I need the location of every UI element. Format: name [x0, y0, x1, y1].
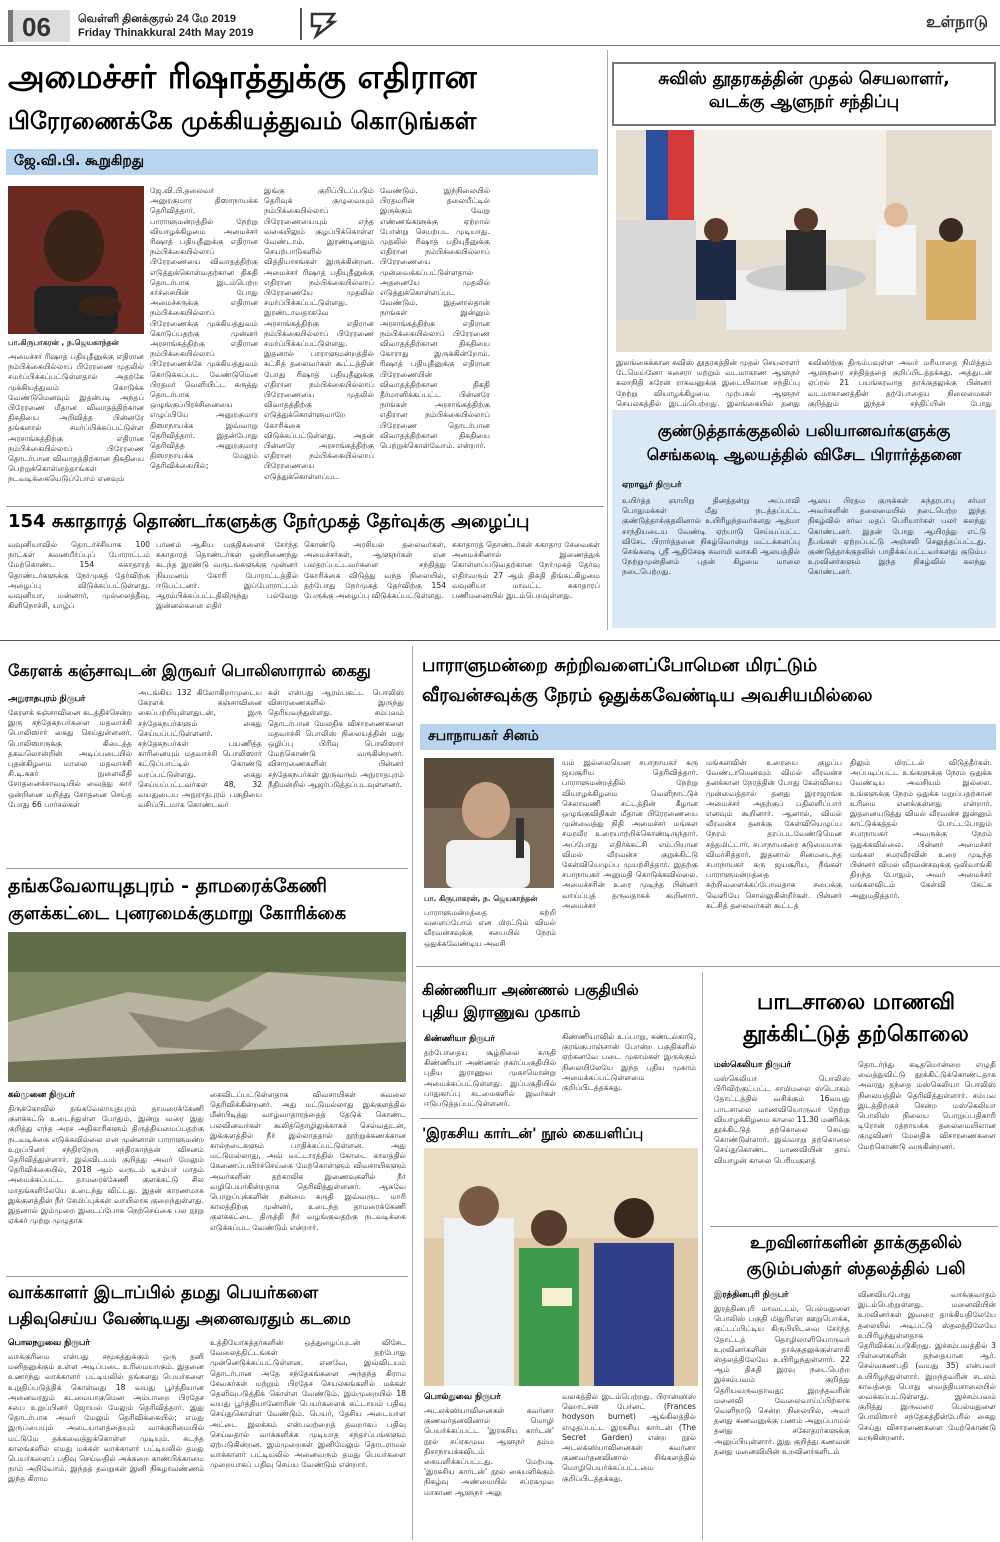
book-story — [416, 1118, 700, 1540]
school-story — [706, 972, 1000, 1224]
family-headline-1: உறவினர்களின் தாக்குதலில் — [749, 1233, 963, 1253]
swiss-story — [612, 62, 996, 408]
family-story — [706, 1226, 1000, 1540]
voters-headline-2: பதிவுசெய்ய வேண்டியது அனைவரதும் கடமை — [8, 1309, 351, 1328]
health-column-4: சுகாதாரத் தொண்டர்கள் சுகாதார சேவைகள் அமைச்சினால் இணைத்துக் கொள்ளப்படுவதற்கான நேர்முகத் தேர்வு எதிர்வரும் 27 ஆம் திகதி திங்கட்கிழமை வவுனியா மாவட்ட சுகாதாரப் பணிமனையில் இடம்பெறவுள்ளது. — [452, 540, 600, 601]
prayer-byline: ஏறாவூர் நிருபர் — [622, 480, 682, 490]
lead-kicker: ஜே.வி.பி. கூறுகிறது — [14, 153, 145, 169]
tank-column-2: கைவிடப்பட்டுள்ளதாக விவசாயிகள் கவலை தெரிவிக்கின்றனர். அது மட்டுமல்லாது இக்குளத்தில் மீன்பிடித்து வாழ்வாதாரத்தைத் தேடுக் கொண்ட பலவினவர்கள் கூலித்தொழிலுக்காகச் செல்வதுடன், இக்குளத்தில் நீர் இல்லாததால் நூற்றுக்கணக்கான கால்நடைகளும் பாதிக்கப்பட்டுள்ளன. அது மட்டுமல்லாது, அவ் வட்டாரத்தில் கோடை காலத்தில் கேணைப்பயிர்ச்செய்கை மேற்கொள்ளும் விவசாயிகளும் அவர்களின் தற்காலிக இணைவுகளில் நீர் வழிபெயர்கின்றதாக தெரிவித்துள்ளனர். ஆகவே பொறுப்புக்களின் நன்மை கருதி இவ்வருட மாரி காலத்திற்கு முன்னர், உடைந்த தாமரைக்கேணி குளக்கட்டை திருத்தி நீர் வழங்குவதற்கு நடவடிக்கை எடுக்கப்பட வேண்டும் என்றார். — [210, 1090, 406, 1232]
voters-column-1: வாக்குரிமை என்பது சமூகத்துக்கும் ஒரு தனி மனிதனுக்கும் உள்ள அடிப்படை உரிமையாகும். இதனை உணர்ந்து வாக்காளர் பட்டியலில் தங்களது பெயர்களை உறுதிப்படுத்திக் கொள்வது 18 வயது பூர்த்தியான அனைவரதும் கடமையாகுமென அம்பாறை பிரதேச சபை உறுப்பினர் ஜோயல் மேலும் தெரிவித்தார். இது தொடர்பாக அவர் மேலும் தெரிவிக்கையில்; எமது இருப்பையும் அடையாளத்தையும் வாக்குரிமையில் மட்டுமே தக்கவைத்துக்கொள்ள முடியும். கடந்த காலங்களில் எமது மக்கள் வாக்காளர் பட்டியலில் தமது பெயர்களைப் பதிவு செய்வதில் அக்கறை காண்பிக்காமை நாம் அறிவோம். இந்தத் தவறுகள் இனி நிகழாவண்ணம் இந்த கிராம — [8, 1352, 204, 1484]
column-divider — [607, 50, 608, 630]
prayer-headline-2: செங்கலடி ஆலயத்தில் விசேட பிரார்த்தனை — [646, 445, 962, 464]
speaker-column-0: பாராளுமன்றத்தை சுற்றி வளைப்போம் என மிரட்டும் விமல் வீரவன்சவுக்கு சபையில் நேரம் ஒதுக்கவேண்டிய அவசி — [424, 908, 556, 948]
school-byline: மஸ்கெலியா நிருபர் — [714, 1060, 792, 1070]
health-column-2: பாணம் ஆகிய பகுதிகளைச் சேர்ந்த சுகாதாரத் தொண்டர்கள் ஒன்றிணைந்து கடந்த இரண்டு வருடங்களுக்கு முன்னர் நியமனம் கோரி போராட்டத்தில் ஈடுபட்டனர். இப்போராட்டம் ஆரம்பிக்கப்பட்டதிலிருந்து பல்வேறு இன்னல்களை எதிர் — [156, 540, 298, 611]
lead-column-2: ஜே.வி.பி.தலைவர் அனுரகுமார திஸாநாயக்க தெரிவித்தார். பாராளுமன்றத்தில் நேற்று வியாழக்கிழமை அமைச்சர் ரிஷாத் பதியுதீனுக்கு எதிரான நம்பிக்கையில்லாப் பிரேரணையை விவாதத்திற்கு எடுத்துக்கொள்வதற்கான திகதி தொடர்பாக இடம்பெற்ற சர்ச்சையின் போது அமைச்சருக்கு எதிரான நம்பிக்கையில்லாப் பிரேரணைக்கு முக்கியத்துவம் கொடுப்பதற்கு முன்னர் அரசாங்கத்திற்கு எதிரான நம்பிக்கையில்லாப் பிரேரணைக்கே முக்கியத்துவம் கொடுக்கப்பட வேண்டுமென பிரதமர் வெளியிட்ட கருத்து தொடர்பாக ஒழுங்குப்பிரச்சினையை எழுப்பியே அனுரகுமார திஸாநாயக்க இவ்வாறு தெரிவித்தார். இதன்போது தெரிவித்த அனுரகுமார திஸாநாயக்க மேலும் தெரிவிக்கையில்; — [150, 186, 258, 471]
speaker-photo — [424, 758, 554, 888]
prayer-column-2: ஆலய பிரதம குருக்கள் சுந்தரபாபு சர்மா அவர்களின் தலைமையில் நடைபெற்ற இந்த நிகழ்வில் சர்வ மதப் பெரியார்கள் பலர் கலந்து கொண்டனர். இதன் போது ஆயிரத்து எட்டு தீபங்கள் ஏற்றப்பட்டு அஞ்சலி செலுத்தப்பட்டது. குண்டுத்தாக்குதலில் பாதிக்கப்பட்டவர்களது குடும்ப உறவினர்களும் இந்த நிகழ்வில் கலந்து கொண்டனர். — [808, 496, 986, 577]
tank-headline-1: தங்கவேலாயுதபுரம் - தாமரைக்கேணி — [8, 875, 328, 897]
kerala-column-2: அடங்கிய 132 கிலோகிறாமுடைய கேரளக் கஞ்சாவினை கைப்பற்றியுள்ளதுடன், இரு சந்தேகநபர்களும் கைது செய்யப்பட்டுள்ளனர். சந்தேகநபர்கள் பயணித்த காரினையும் மதவாச்சி பொலிஸார் கட்டுப்பாட்டில் கொண்டு வரப்பட்டுள்ளது. கைது செய்யப்பட்டவர்கள் 48, 32 வயதுடைய அநுராதபுரம் பகுதியை வசிப்பிடமாக கொண்டவர் — [138, 688, 262, 810]
broken-embankment-photo-icon — [8, 932, 406, 1082]
masthead — [0, 0, 1000, 46]
speaker-column-3: திலும் மிரட்டல் விடுத்தீர்கள். அப்படிப்பட்ட உங்களுக்கு நேரம் ஒதுக்க வேண்டிய அவசியம் இல்லை. உங்களுக்கு நேரம் ஒதுக்க மறுப்பதற்கான உரிமை எனக்குள்ளது என்றார். இதனையடுத்து விமல் வீரவன்ச இன்னும் காட்டுக்கத்தல் போட்டபோதும் சபாநாயகர் அவருக்கு நேரம் ஒதுக்கவில்லை. பின்னர் அமைச்சர் மங்கள சமரவீரவின் உரை முடிந்த பின்னர் விமல் வீரவன்சவுக்கு ஒலிவாங்கி திறந்த போதும், அவர் அமைச்சர் மங்களவிடம் கேள்வி கேட்க அனுமதித்தார். — [850, 758, 992, 900]
book-handover-photo-icon — [424, 1148, 698, 1386]
swiss-headline-1: சுவிஸ் தூதரகத்தின் முதல் செயலாளர், — [658, 69, 950, 89]
column-divider — [412, 646, 413, 1540]
speaker-kicker-bar — [420, 724, 996, 750]
voters-story — [0, 1276, 410, 1540]
family-headline-2: குடும்பஸ்தர் ஸ்தலத்தில் பலி — [746, 1259, 966, 1279]
family-byline: இரத்தினபுரி நிருபர் — [714, 1290, 789, 1300]
voters-rule — [6, 1276, 408, 1277]
kerala-headline: கேரளக் கஞ்சாவுடன் இருவர் பொலிஸாரால் கைது — [8, 661, 371, 680]
swiss-column-1: இலங்கைக்கான சுவிஸ் தூதரகத்தின் முதல் செயலாளர் டேமெய்னோ சுசைரா மற்றும் வடமாகாண ஆளுநர் கலாநிதி சுரேன் ராகவனுக்கு இடையிலான சந்திப்பு நேற்று வியாழக்கிழமை முற்பகல் ஆளுநர் செயலகத்தில் இடம்பெற்றது. இலங்கையில் தனது — [616, 358, 800, 408]
swiss-headline-2: வடக்கு ஆளுநர் சந்திப்பு — [708, 91, 900, 112]
kerala-column-1: கேரளக் கஞ்சாவினை கடத்திச்சென்ற இரு சந்தேகநபர்களை மதவாச்சி பொலிஸார் கைது செய்துள்ளனர். பொலிஸாருக்கு கிடைத்த தகவலொன்றின் அடிப்படையில் புதன்கிழமை மாலை மதவாச்சி சி.டி.ககர் நுளைவீதி சோதனைச்சாவடியில் வைத்து கார் ஒன்றினை மறித்து சோதனை செய்த போது 66 பார்சல்கள் — [8, 708, 133, 809]
logo — [300, 8, 340, 40]
kerala-byline: அநுராதபுரம் நிருபர் — [8, 694, 86, 704]
lead-column-1: அமைச்சர் ரிஷாத் பதியுதீனுக்கு எதிரான நம்பிக்கையில்லாப் பிரேரணை முதலில் சமர்ப்பிக்கப்பட்டுள்ளதால் அதற்கே முக்கியத்துவம் கொடுக்க வேண்டுமெனவும் இதன்படி அந்தப் பிரேரணை மீதான விவாதத்திற்கான திகதியை அறிவித்த பின்னரே தங்களால் சமர்ப்பிக்கப்பட்டுள்ள அரசாங்கத்திற்கு எதிரான நம்பிக்கையில்லாப் பிரேரணை தொடர்பான விவாதத்திற்கான திகதியை பெற்றுக்கொள்ளத்தாங்கள் நடவடிக்கையெடுப்போம் எனவும் — [8, 352, 144, 484]
book-column-2: வலகத்தில் இடம்பெற்றது. பிரான்ஸிஸ் ஹொட்சன் பேர்னட் (Frances hodyson burnet) ஆங்கிலத்தில் எழுதப்பட்ட இரகசிய கார்டன் (The Secret Garden) என்ற நூல் அடலக்ஸியாவினைகள் கவர்னா குணவர்தனவினால் சிங்களத்தில் மொழிபெயர்க்கப்பட்டமை குறிப்பிடத்தக்கது. — [562, 1392, 696, 1483]
speaker-column-1: யம் இல்லையென சபாநாயகர் கரு ஜயசூரிய தெரிவித்தார். பாராளுமன்றத்தில் நேற்று வியாழக்கிழமை வெளிநாட்டுச் செலாவணி சட்டத்தின் கீழான ஒழுங்குவிதிகள் மீதான பிரேரணையை முன்வைத்து நிதி அமைச்சர் மங்கள சமரவீர உரையாற்றிக்கொண்டிருந்தார். அப்போது எதிர்க்கட்சி எம்.பியான விமல் வீரவன்ச குறுக்கிட்டு கேள்வியெழுப்ப முயற்சித்தார். இதற்கு சபாநாயகர் அனுமதி கொடுக்கவில்லை. அமைச்சரின் உரை முடிந்த பின்னர் வாய்ப்புத் தருவதாகக் கூறினார். அமைச்சர் — [562, 758, 698, 910]
speaker-photo-caption: பா. கிருபாகரன், ந. ஜெயகாந்தன் — [424, 894, 538, 903]
book-column-1: அடலக்ஸியாவினைகள் கவர்னா குணவர்தனவினால் மொழி பெயர்க்கப்பட்ட 'இரகசிய கார்டன்' நூல் சப்ரகமுவ ஆளுநர் தம்ம திசாநாயக்கவிடம் கையளிக்கப்பட்டது. மேற்படி 'இரகசிய கார்டன்' நூல் கையளிக்கும் நிகழ்வு அண்மையில் சப்ரகமுவ மாகாண ஆளுநர் அலு — [424, 1406, 554, 1497]
book-headline: 'இரகசிய கார்டன்' நூல் கையளிப்பு — [422, 1126, 644, 1142]
page-number: 06 — [22, 12, 51, 42]
masthead-rule — [0, 45, 1000, 46]
voters-column-2: உத்தியோகத்தர்களின் ஒத்துழைப்புடன் விசேட வேலைத்திட்டங்கள் தற்போது முன்னெடுக்கப்பட்டுள்ளன. எனவே, இவ்விடயம் தொடர்பான அதே சந்தேகங்களை அந்தந்த கிராம சேவகர்கள் மற்றும் பிரதேச செயலகங்களில் மக்கள் தெளிவுபடுத்திக் கொள்ள வேண்டும். இம்முறையில் 18 வயது பூர்த்தியானோரின் பெயர்களைக் கட்டாயம் பதிவு செய்துகொள்ள வேண்டும். பெயர், தேசிய அடையாள அட்டை இலக்கம் என்பவற்றைத் தவறாகப் பதிவு செய்வதால் வாக்களிக்க முடியாத சந்தர்ப்பங்களும் ஏற்படுகின்றன. இம்முறைகள் இனிமேலும் தொடராமல் வாக்காளர் பட்டியலில் அனைவரும் தமது பெயர்களை முறையாகப் பதிவு செய்ய வேண்டும் என்றார். — [210, 1338, 406, 1470]
speaker-column-2: மங்களவின் உரையை குழப்ப வேண்டாமெனவும் விமல் வீரவன்ச தனக்கான நேரத்தின் போது கேள்வியை முன்வைத்தால் தனது இராஜாங்க அமைச்சர் அதற்குப் பதிலளிப்பார் எனவும் கூறினார். ஆனால், விமல் வீரவன்ச தனக்கு கேள்வியெழுப்ப நேரம் தரப்படவேண்டுமென சத்தமிட்டார். சபாநாயகரை கடுமையாக விமர்சித்தார். இதனால் சினமடைந்த சபாநாயகர் கரு ஜயசூரிய, நீங்கள் பாராளுமன்றத்தை சுற்றிவளைக்கப்போவதாக சபைக்கு வெளியே சொல்லுகின்றீர்கள். பின்னர் கட்சித் தலைவர்கள் கூட்டத் — [706, 758, 842, 910]
tank-rule — [6, 868, 408, 869]
health-column-1: வவுனியாவில் தொடர்ச்சியாக 100 நாட்கள் கவனயீர்ப்புப் போராட்டம் மேற்கொண்ட 154 சுகாதாரத் தொண்டர்களுக்கு நேர்முகத் தேர்விற்கு அழைப்பு விடுக்கப்பட்டுள்ளது. வவுனியா, மன்னார், முல்லைத்தீவு, கிளிநொச்சி, யாழ்ப் — [8, 540, 150, 611]
prayer-headline-1: குண்டுத்தாக்குதலில் பலியானவர்களுக்கு — [657, 421, 951, 440]
column-divider — [702, 972, 703, 1540]
speaker-headline-1: பாராளுமன்றை சுற்றிவளைப்போமென மிரட்டும் — [422, 655, 818, 676]
book-photo — [424, 1148, 698, 1386]
kerala-story — [0, 646, 410, 856]
kinniya-headline-2: புதிய இராணுவ முகாம் — [422, 1003, 581, 1021]
family-column-2: வினவியபோது வாக்குவாதம் இடம்பெற்றுள்ளது. மனைவியின் உறவினர்கள் இவரை தாக்கியதிலேயே தலையில் அடிபட்டு ஸ்தலத்திலேயே உயிரிழந்துள்ளதாக தெரிவிக்கப்படுகிறது. இச்சம்பவத்தில் 3 பிள்ளைகளின் தந்தையான ஆர். செல்வகணபதி (வயது 35) என்பவர் உயிரிழந்துள்ளார். இறந்தவரின் சடலம் காவத்தை பொது வைத்தியசாலையில் வைக்கப்பட்டுள்ளது. இச்சம்பவம் குறித்து இருவரை பெல்மதுளை பொலிஸார் சந்தேகத்தின்பேரில் கைது செய்து விசாரணைகளை மேற்கொண்டு வருகின்றனர். — [858, 1290, 996, 1442]
lead-photo-caption: பா.கிருபாகரன் , ந.ஜெயகாந்தன் — [8, 338, 119, 347]
voters-headline-1: வாக்காளர் இடாப்பில் தமது பெயர்களை — [8, 1283, 319, 1303]
tank-photo — [8, 932, 406, 1082]
date-english: Friday Thinakkural 24th May 2019 — [78, 27, 254, 39]
lead-column-5 — [496, 186, 598, 497]
lead-column-3: இங்கு குறிப்பிடப்படும் தெரிவுக் குழுவையும் நம்பிக்கையில்லாப் பிரேரணையையும் எந்த வகையிலும் குழப்பிக்கொள்ள வேண்டாம். இரண்டினதும் செயற்பாடுகளில் வித்தியாசங்கள் இருக்கின்றன. அமைச்சர் ரிஷாத் பதியுதீனுக்கு எதிரான நம்பிக்கையில்லாப் பிரேரணையே முதலில் சமர்ப்பிக்கப்பட்டுள்ளது. இரண்டாவதாகவே அரசாங்கத்திற்கு எதிரான நம்பிக்கையில்லாப் பிரேரணை சமர்ப்பிக்கப்பட்டுள்ளது. இதனால் பாராளுமன்றத்தில் கட்சித் தலைவர்கள் கூட்டத்தின் போது ரிஷாத் பதியுதீனுக்கு எதிரான நம்பிக்கையில்லாப் பிரேரணையை முதலில் விவாதத்திற்கு எடுத்துக்கொள்ளுமாறே கோரிக்கை விடுக்கப்பட்டுள்ளது. அதன் பின்னரே அரசாங்கத்திற்கு எதிரான நம்பிக்கையில்லாப் பிரேரணையை எடுத்துக்கொள்ளப்பட — [264, 186, 374, 481]
swiss-headline-box — [612, 62, 996, 126]
prayer-column-1: உயிர்த்த ஞாயிறு தினத்தன்று அப்பாவி பொதுமக்கள் மீது நடத்தப்பட்ட குண்டுத்தாக்குதலினால் உயிரிழந்தவர்களது ஆத்மா சாந்தியடைய வேண்டி ஏற்பாடு செய்யப்பட்ட விசேட பிரார்த்தனை நிகழ்வொன்று மட்டக்களப்பு செங்கலடி ஸ்ரீ ஆதிசேஷ சுவாமி வாசுகி ஆலயத்தில் நேற்றுமுன்தினம் புதன் கிழமை மாலை நடைபெற்றது. — [622, 496, 800, 577]
kinniya-column-1: தற்போதைய சூழ்நிலை கருதி கிண்ணியா அண்ணல் நகர்ப்பகுதியில் புதிய இராணுவ முகாமொன்று அமைக்கப்பட்டுள்ளது. இப்பகுதியில் பாதுகாப்பு கடமைகளில் இவர்கள் ஈடுபடுத்தப்பட்டுள்ளனர். — [424, 1048, 556, 1109]
health-column-3: கொண்டு அரசியல் தலைவர்கள், அமைச்சர்கள், ஆளுநர்கள் என பலதரப்பட்டவர்களை சந்தித்து கோரிக்கை விடுத்து வந்த நிலையில், தற்போது நேர்முகத் தேர்விற்கு 154 பேருக்கு அழைப்பு விடுக்கப்பட்டுள்ளது. — [304, 540, 446, 601]
tank-byline: கல்முனை நிருபர் — [8, 1090, 75, 1100]
speaker-story — [416, 646, 1000, 962]
speaker-portrait-icon — [424, 758, 554, 888]
meeting-photo-icon — [616, 130, 992, 352]
kinniya-byline: கிண்ணியா நிருபர் — [424, 1034, 495, 1044]
tank-column-1: திருக்கோவில் தங்கவேலாயுதபுரம் தாமரைக்கேணி குளக்கட்டு உடைந்துள்ள போதும், இன்று வரை இது குறித்து எந்த அரச அதிகாரிகளும் திருத்தியமைப்பதற்கு நடவடிக்கை எடுக்கவில்லை என முன்னாள் பாராளுமன்ற உறுப்பினர் சந்திரநேரு சந்திரகாந்தன் விசனம் தெரிவித்துள்ளார். இவ்விடயம் குறித்து அவர் மேலும் தெரிவிக்கையில், 2018 ஆம் வருடம் டிசம்பர் மாதம் அமைக்கப்பட்ட தாமரைக்கேணி குளக்கட்டு சில மாதங்களிலேயே உடைந்து விட்டது. இதன் காரணமாக இக்குளத்தின் நீர் சேமிப்புக்கள் வாயிலாக குறைந்துள்ளது. இதனால் இம்முறை இடைப்போக நெற்செய்கை பல நூறு ஏக்கர் முற்று முழுதாக — [8, 1104, 204, 1226]
kinniya-headline-1: கிண்ணியா அண்ணல் பகுதியில் — [422, 981, 639, 999]
family-rule — [710, 1226, 998, 1227]
school-headline-1: பாடசாலை மாணவி — [756, 990, 955, 1015]
lead-story — [0, 50, 605, 500]
book-byline: பொல்துவை நிருபர் — [424, 1392, 501, 1402]
masthead-date — [78, 12, 308, 40]
swiss-photo — [616, 130, 992, 352]
health-headline: 154 சுகாதாரத் தொண்டர்களுக்கு நேர்முகத் தேர்வுக்கு அழைப்பு — [8, 511, 530, 532]
lead-headline-2: பிரேரணைக்கே முக்கியத்துவம் கொடுங்கள் — [8, 107, 477, 135]
lead-column-4: வேண்டும். இந்நிலையில் பிரதமரின் தலையீட்டில் இருக்கும் வேறு எண்ணங்களுக்கு ஏற்றால் போன்று செயற்பட முடியாது. முதலில் ரிஷாத் பதியுதீனுக்கு எதிரான நம்பிக்கையில்லாப் பிரேரணையை முன்வைக்கப்பட்டுள்ளதால் அதனையே முதலில் எடுத்துக்கொள்ளப்பட வேண்டும். இதனால்தான் நாங்கள் இன்னும் அரசாங்கத்திற்கு எதிரான நம்பிக்கையில்லாப் பிரேரணை விவாதத்திற்கான திகதியை கோராது இருக்கின்றோம். ரிஷாத் பதியுதீனுக்கு எதிரான பிரேரணையின் விவாதத்திற்கான திகதி தீர்மானிக்கப்பட்ட பின்னரே நாங்கள் அரசாங்கத்திற்கு எதிரான நம்பிக்கையில்லாப் பிரேரணை தொடர்பான விவாதத்திற்கான திகதியை பெற்றுக்கொள்வோம். என்றார். — [380, 186, 490, 451]
kinniya-column-2: கிண்ணியாவில் உப்பாறு, கண்டல்காடு, குரங்குபாஞ்சான் போன்ற பகுதிகளில் ஏற்கனவே படை முகாம்கள் இருக்கும் நிலையிலேயே இந்த புதிய முகாம் அமைக்கப்பட்டுள்ளமை குறிப்பிடத்தக்கது. — [562, 1032, 696, 1093]
section-name: உள்நாடு — [926, 12, 988, 31]
school-column-2: தொடர்ந்து கடிதமொன்றை எழுதி வைத்துவிட்டு தூக்கிட்டுக்கொண்டதாக அவரது தந்தை மஸ்கெலியா பொலிஸ் நிலையத்தில் தெரிவித்துள்ளார். சம்பவ இடத்திற்குச் சென்ற மஸ்கெலியா பொலிஸ் நிலைய பொறுப்பதிகாரி டிரோன் ரத்நாயக்க தலைமையிலான குழுவினர் மேலதிக விசாரணைகளை மேற்கொண்டு வருகின்றனர். — [858, 1060, 996, 1151]
school-headline-2: தூக்கிட்டுத் தற்கொலை — [743, 1022, 969, 1047]
tank-story — [0, 868, 410, 1268]
lead-photo — [8, 186, 144, 334]
kerala-column-3: கள் என்பது ஆரம்பகட்ட பொலிஸ் விசாரணைகளில் இருந்து தெரியவந்துள்ளது. சம்பவம் தொடர்பான மேலதிக விசாரணைகளை மதவாச்சி பொலிஸ் நிலையத்தின் மது ஒழிப்பு பிரிவு பொலிஸார் மேற்கொண்டு வருகின்றனர். விசாரணைகளின் பின்னர் சந்தேகநபர்கள் இருவரும் அநுராதபுரம் நீதிமன்றில் ஆஜர்படுத்தப்படவுள்ளனர். — [268, 688, 404, 789]
school-column-1: மஸ்கெலியா பொலிஸ் பிரிவிற்குட்பட்ட சாமிமலை ஸ்டொகம் தோட்டத்தில் வசிக்கும் 16வயது பாடசாலை மாணவியொருவர் நேற்று வியாழக்கிழமை காலை 11.30 மணிக்கு தூக்கிட்டுத் தற்கொலை செய்து கொண்டுள்ளார். இவ்வாறு தற்கொலை செய்துகொண்ட மாணவியின் தாய் வியாழன் காலை பெரியகுளத் — [714, 1074, 850, 1165]
voters-byline: பொலநறுவை நிருபர் — [8, 1338, 90, 1348]
swiss-column-2: சுவிஸிற்கு திரும்பவுள்ள அவர் மரியாதை நிமித்தம் ஆளுநரை சந்தித்ததை குறிப்பிடத்தக்கது. அத்துடன் ஏப்ரல் 21 பயங்கரவாத தாக்குதலுக்கு பின்னர் வடமாகாணத்தின் தற்போதைய நிலைமைகள் குறித்தும் இந்தச் சந்திப்பின் போது — [808, 358, 992, 408]
section-rule — [0, 640, 1000, 641]
speaker-portrait-icon — [8, 186, 144, 334]
family-column-1: இரத்தினபுரி மாவட்டம், பெல்மதுளை பொலிஸ் பகுதி மிதுரிஎள ஊறுபொக்க, குட்டப்பிட்டிய கிருபியிடவை சேர்ந்த தோட்டத் தொழிலாளியொருவர் உறவினர்களின் தாக்குதலுக்குள்ளாகி ஸ்தலத்திலேயே உயிரிழந்துள்ளார். 22 ஆம் திகதி இரவு நடைபெற்ற இச்சம்பவம் குறித்து தெரியவருவதாவது; இறந்தவரின் மனைவி வேலைவாய்ப்பிற்காக வெளிநாடு சென்ற நிலையில், அவர் தனது கணவனுக்கு பணம் அனுப்பாமல் தனது சகோதரர்களுக்கு அனுப்பியுள்ளார். இது குறித்து கணவன் தனது மனைவியின் உறவினர்களிடம் — [714, 1304, 850, 1456]
prayer-story — [612, 410, 996, 628]
lead-headline-1: அமைச்சர் ரிஷாத்துக்கு எதிரான — [8, 57, 477, 96]
kinniya-story — [416, 972, 700, 1112]
logo-mark-icon — [302, 8, 342, 40]
section-rule — [416, 966, 1000, 967]
lead-kicker-bar — [6, 149, 598, 175]
date-tamil: வெள்ளி தினக்குரல் 24 மே 2019 — [78, 13, 237, 25]
tank-headline-2: குளக்கட்டை புனரமைக்குமாறு கோரிக்கை — [8, 903, 347, 924]
health-story — [0, 506, 605, 626]
speaker-headline-2: வீரவன்சவுக்கு நேரம் ஒதுக்கவேண்டிய அவசியமில்லை — [422, 685, 873, 706]
speaker-kicker: சபாநாயகர் சினம் — [428, 728, 539, 744]
health-rule — [6, 506, 604, 507]
book-rule — [420, 1118, 698, 1119]
